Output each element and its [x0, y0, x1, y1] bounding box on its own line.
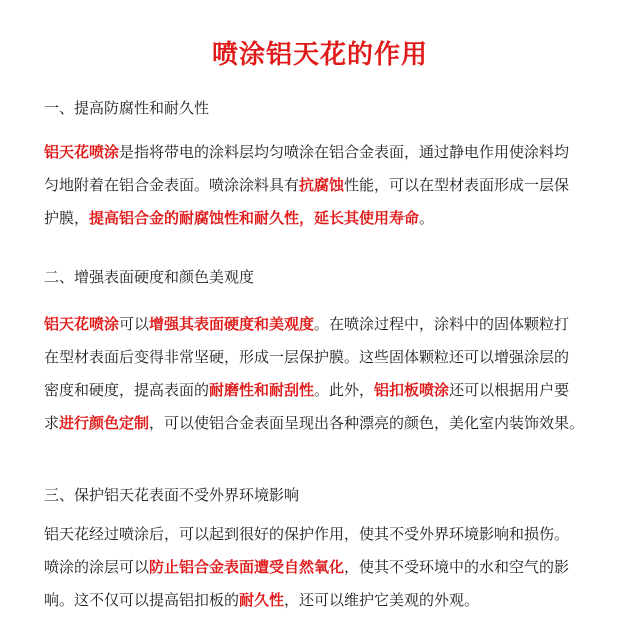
paragraph-line [44, 202, 604, 235]
section-paragraph-1 [44, 136, 604, 235]
highlighted-text: 增强其表面硬度和美观度 [149, 315, 315, 333]
highlighted-text: 进行颜色定制 [59, 414, 150, 432]
body-text: ，还可以维护它美观的外观。 [284, 591, 480, 609]
body-text: 性能，可以在型材表面形成一层保 [344, 176, 570, 194]
paragraph-line [44, 407, 604, 440]
paragraph-line [44, 584, 604, 617]
highlighted-text: 耐久性 [239, 591, 285, 609]
section-heading-3: 三、保护铝天花表面不受外界环境影响 [44, 486, 300, 504]
paragraph-line [44, 518, 604, 551]
section-paragraph-2 [44, 308, 604, 440]
body-text: 求 [44, 414, 60, 432]
body-text: 护膜， [44, 209, 90, 227]
highlighted-text: 防止铝合金表面遭受自然氧化 [149, 558, 345, 576]
paragraph-line [44, 551, 604, 584]
paragraph-line [44, 341, 604, 374]
paragraph-line [44, 136, 604, 169]
paragraph-line [44, 308, 604, 341]
body-text: 铝天花经过喷涂后，可以起到很好的保护作用，使其不受外界环境影响和损伤。 [44, 525, 570, 543]
body-text: 是指将带电的涂料层均匀喷涂在铝合金表面，通过静电作用使涂料均 [119, 143, 570, 161]
body-text: ，使其不受环境中的水和空气的影 [344, 558, 570, 576]
body-text: 匀地附着在铝合金表面。喷涂涂料具有 [44, 176, 300, 194]
article-title: 喷涂铝天花的作用 [211, 40, 428, 70]
section-heading-1: 一、提高防腐性和耐久性 [44, 99, 210, 117]
body-text: ，可以使铝合金表面呈现出各种漂亮的颜色，美化室内装饰效果。 [149, 414, 585, 432]
body-text: 可以 [119, 315, 150, 333]
body-text: 响。这不仅可以提高铝扣板的 [44, 591, 240, 609]
section-paragraph-3 [44, 518, 604, 617]
highlighted-text: 提高铝合金的耐腐蚀性和耐久性，延长其使用寿命 [89, 209, 420, 227]
highlighted-text: 铝扣板喷涂 [374, 381, 450, 399]
body-text: 。 [419, 209, 435, 227]
body-text: 在型材表面后变得非常坚硬，形成一层保护膜。这些固体颗粒还可以增强涂层的 [44, 348, 570, 366]
highlighted-text: 抗腐蚀 [299, 176, 345, 194]
body-text: 。在喷涂过程中，涂料中的固体颗粒打 [314, 315, 570, 333]
paragraph-line [44, 374, 604, 407]
paragraph-line [44, 169, 604, 202]
body-text: 还可以根据用户要 [449, 381, 570, 399]
body-text: 喷涂的涂层可以 [44, 558, 150, 576]
body-text: 。此外， [314, 381, 375, 399]
body-text: 密度和硬度，提高表面的 [44, 381, 210, 399]
highlighted-text: 耐磨性和耐刮性 [209, 381, 315, 399]
highlighted-text: 铝天花喷涂 [44, 315, 120, 333]
highlighted-text: 铝天花喷涂 [44, 143, 120, 161]
section-heading-2: 二、增强表面硬度和颜色美观度 [44, 268, 255, 286]
